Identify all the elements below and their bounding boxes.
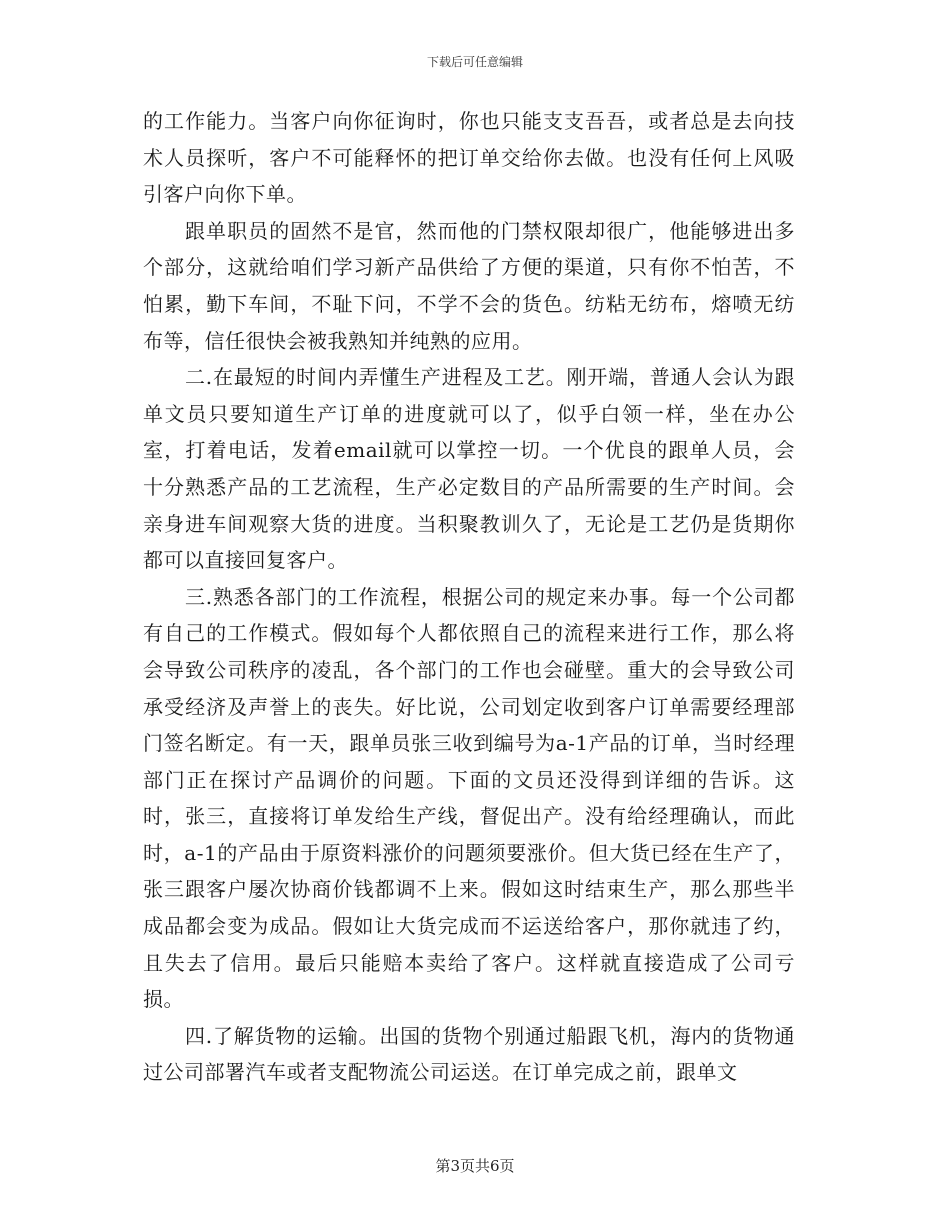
paragraph-5: 四.了解货物的运输。出国的货物个别通过船跟飞机，海内的货物通过公司部署汽车或者支配物流公司运送。在订单完成之前，跟单文 bbox=[143, 1023, 795, 1085]
paragraph-3: 二.在最短的时间内弄懂生产进程及工艺。刚开端，普通人会认为跟单文员只要知道生产订单的进度就可以了，似乎白领一样，坐在办公室，打着电话，发着email就可以掌控一切。一个优良的跟单人员，会十分熟悉产品的工艺流程，生产必定数目的产品所需要的生产时间。会亲身进车间观察大货的进度。当积聚教训久了，无论是工艺仍是货期你都可以直接回复客户。 bbox=[143, 365, 795, 573]
paragraph-1: 的工作能力。当客户向你征询时，你也只能支支吾吾，或者总是去向技术人员探听，客户不可能释怀的把订单交给你去做。也没有任何上风吸引客户向你下单。 bbox=[143, 109, 795, 207]
page-number-footer: 第3页共6页 bbox=[435, 1157, 515, 1175]
page-header: 下载后可任意编辑 bbox=[426, 55, 523, 69]
document-body bbox=[143, 103, 795, 1091]
paragraph-2: 跟单职员的固然不是官，然而他的门禁权限却很广，他能够进出多个部分，这就给咱们学习新产品供给了方便的渠道，只有你不怕苦，不怕累，勤下车间，不耻下问，不学不会的货色。纺粘无纺布，熔喷无纺布等，信任很快会被我熟知并纯熟的应用。 bbox=[143, 218, 795, 353]
paragraph-4: 三.熟悉各部门的工作流程，根据公司的规定来办事。每一个公司都有自己的工作模式。假如每个人都依照自己的流程来进行工作，那么将会导致公司秩序的凌乱，各个部门的工作也会碰壁。重大的会导致公司承受经济及声誉上的丧失。好比说，公司划定收到客户订单需要经理部门签名断定。有一天，跟单员张三收到编号为a-1产品的订单，当时经理部门正在探讨产品调价的问题。下面的文员还没得到详细的告诉。这时，张三，直接将订单发给生产线，督促出产。没有给经理确认，而此时，a-1的产品由于原资料涨价的问题须要涨价。但大货已经在生产了，张三跟客户屡次协商价钱都调不上来。假如这时结束生产，那么那些半成品都会变为成品。假如让大货完成而不运送给客户，那你就违了约，且失去了信用。最后只能赔本卖给了客户。这样就直接造成了公司亏损。 bbox=[143, 584, 795, 1012]
